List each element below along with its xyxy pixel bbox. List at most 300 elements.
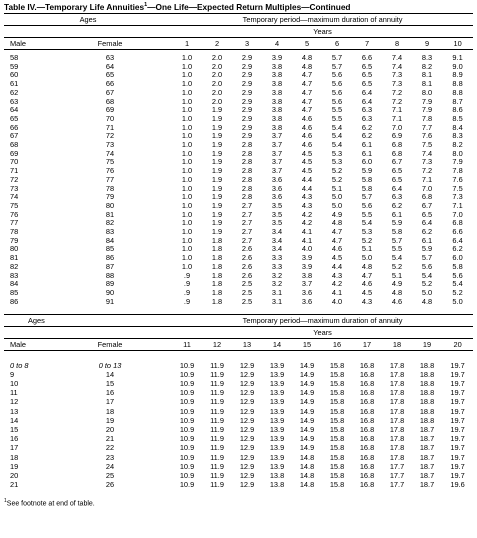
period-header: Temporary period—maximum duration of annuity (172, 315, 473, 327)
multiple-cell: 7.1 (391, 113, 403, 123)
female-age-cell: 72 (105, 131, 115, 141)
table-row (4, 453, 473, 462)
year-column-header: 4 (262, 38, 292, 50)
multiple-cell: 19.7 (450, 471, 465, 481)
multiple-cell: 10.9 (179, 360, 195, 370)
multiple-cell: 1.9 (211, 140, 223, 150)
multiple-cell: 2.8 (241, 174, 253, 184)
female-age-cell: 80 (105, 200, 115, 210)
multiple-cell: 2.6 (241, 244, 253, 254)
male-header: Male (4, 38, 48, 50)
multiple-cell: 12.9 (239, 434, 255, 444)
multiple-cell: 3.5 (271, 218, 283, 228)
multiple-cell: 3.5 (271, 200, 283, 210)
table-body (4, 351, 473, 490)
multiple-cell: 2.9 (241, 122, 253, 132)
multiple-cell: 5.4 (331, 140, 343, 150)
header-row-years (4, 327, 473, 339)
male-age-cell: 66 (10, 122, 19, 132)
female-age-cell: 22 (105, 443, 115, 453)
multiple-cell: 14.9 (299, 378, 315, 388)
multiple-cell: .9 (183, 296, 191, 306)
female-age-cell: 66 (105, 79, 115, 89)
multiple-cell: 4.1 (301, 235, 313, 245)
year-column-header: 1 (172, 38, 202, 50)
multiple-cell: 2.7 (241, 209, 253, 219)
multiple-cell: 4.8 (301, 53, 313, 62)
multiple-cell: 18.7 (419, 452, 435, 462)
male-age-cell: 62 (10, 87, 19, 97)
multiple-cell: 6.8 (391, 140, 403, 150)
female-age-cell: 83 (105, 227, 115, 237)
multiple-cell: 2.7 (241, 200, 253, 210)
multiple-cell: .9 (183, 287, 191, 297)
multiple-cell: 7.9 (421, 96, 433, 106)
female-age-cell: 25 (105, 471, 115, 481)
male-age-cell: 80 (10, 244, 19, 254)
multiple-cell: 6.2 (452, 244, 463, 254)
multiple-cell: 7.0 (452, 209, 463, 219)
multiple-cell: 17.8 (389, 378, 405, 388)
male-age-cell: 81 (10, 253, 19, 263)
multiple-cell: 12.9 (239, 406, 255, 416)
multiple-cell: 5.6 (331, 87, 343, 97)
female-age-cell: 18 (105, 406, 115, 416)
multiple-cell: 5.0 (361, 253, 373, 263)
male-age-cell: 78 (10, 227, 19, 237)
multiple-cell: 14.9 (299, 397, 315, 407)
multiple-cell: 8.0 (421, 87, 433, 97)
male-age-cell: 72 (10, 174, 19, 184)
multiple-cell: 4.7 (301, 87, 313, 97)
multiple-cell: 14.9 (299, 369, 315, 379)
multiple-cell: 15.8 (329, 425, 345, 434)
multiple-cell: 5.6 (331, 79, 343, 89)
female-age-cell: 85 (105, 244, 115, 254)
multiple-cell: 12.9 (239, 443, 255, 453)
multiple-cell: 12.9 (239, 425, 255, 434)
female-age-cell: 69 (105, 105, 115, 115)
period-header: Temporary period—maximum duration of annuity (172, 14, 473, 26)
male-age-cell: 19 (10, 461, 19, 471)
multiple-cell: 3.2 (271, 279, 283, 289)
multiple-cell: 13.9 (269, 425, 285, 434)
multiple-cell: 4.8 (331, 218, 343, 228)
male-age-cell: 86 (10, 296, 19, 306)
multiple-cell: 2.0 (211, 53, 223, 62)
multiple-cell: 3.4 (271, 235, 283, 245)
header-row-years (4, 26, 473, 38)
year-column-header: 19 (412, 339, 442, 351)
multiple-cell: 14.8 (299, 452, 315, 462)
female-age-cell: 75 (105, 157, 115, 167)
multiple-cell: 2.9 (241, 79, 253, 89)
multiple-cell: 4.8 (391, 287, 403, 297)
table-row (4, 124, 473, 133)
multiple-cell: 5.8 (361, 174, 373, 184)
multiple-cell: 1.9 (211, 157, 223, 167)
multiple-cell: 4.7 (331, 235, 343, 245)
multiple-cell: 2.9 (241, 96, 253, 106)
multiple-cell: 19.7 (450, 369, 465, 379)
multiple-cell: 18.8 (419, 360, 435, 370)
table-row (4, 167, 473, 176)
multiple-cell: 19.7 (450, 388, 465, 398)
multiple-cell: 18.8 (419, 397, 435, 407)
years-header: Years (172, 327, 473, 339)
multiple-cell: 2.7 (241, 218, 253, 228)
multiple-cell: 3.8 (271, 87, 283, 97)
multiple-cell: 5.4 (361, 218, 373, 228)
multiple-cell: 6.1 (421, 235, 433, 245)
multiple-cell: 16.8 (359, 406, 375, 416)
multiple-cell: 1.0 (181, 235, 193, 245)
multiple-cell: 17.7 (389, 471, 405, 481)
table-row (4, 471, 473, 480)
multiple-cell: 2.9 (241, 70, 253, 80)
multiple-cell: 6.5 (361, 61, 373, 71)
multiple-cell: 1.8 (211, 261, 223, 271)
multiple-cell: 18.7 (419, 425, 435, 434)
multiple-cell: 3.7 (271, 148, 283, 158)
multiple-cell: 1.9 (211, 122, 223, 132)
multiple-cell: 3.5 (271, 209, 283, 219)
multiple-cell: 12.9 (239, 415, 255, 425)
multiple-cell: 1.8 (211, 235, 223, 245)
multiple-cell: 4.3 (301, 200, 313, 210)
multiple-cell: 18.7 (419, 443, 435, 453)
multiple-cell: 10.9 (179, 406, 195, 416)
multiple-cell: 7.4 (391, 53, 403, 62)
multiple-cell: 5.3 (331, 148, 343, 158)
multiple-cell: 16.8 (359, 443, 375, 453)
multiple-cell: 8.2 (421, 61, 433, 71)
female-age-cell: 0 to 13 (98, 360, 122, 370)
year-column-header: 5 (292, 38, 322, 50)
multiple-cell: 4.6 (301, 113, 313, 123)
multiple-cell: 10.9 (179, 369, 195, 379)
multiple-cell: 4.5 (361, 287, 373, 297)
year-column-header: 18 (382, 339, 412, 351)
male-age-cell: 0 to 8 (10, 360, 29, 370)
table-row (4, 388, 473, 397)
multiple-cell: 4.5 (301, 148, 313, 158)
multiple-cell: 12.9 (239, 397, 255, 407)
multiple-cell: 10.9 (179, 378, 195, 388)
multiple-cell: 7.2 (421, 166, 433, 176)
male-age-cell: 67 (10, 131, 19, 141)
table-row (4, 185, 473, 194)
multiple-cell: 1.0 (181, 261, 193, 271)
year-column-header: 3 (232, 38, 262, 50)
multiple-cell: 5.0 (421, 287, 433, 297)
title-rest: —One Life—Expected Return Multiples—Continued (147, 2, 351, 12)
table-row (4, 219, 473, 228)
multiple-cell: 6.8 (391, 148, 403, 158)
year-column-header: 14 (262, 339, 292, 351)
multiple-cell: 11.9 (210, 452, 224, 462)
multiple-cell: 8.5 (452, 113, 463, 123)
multiple-cell: 15.8 (329, 360, 345, 370)
multiple-cell: 3.4 (271, 227, 283, 237)
annuity-table-years-1-10 (4, 13, 473, 306)
multiple-cell: 17.8 (389, 443, 405, 453)
multiple-cell: 11.9 (210, 406, 224, 416)
multiple-cell: 14.8 (299, 471, 315, 481)
multiple-cell: 19.7 (450, 360, 465, 370)
female-age-cell: 19 (105, 415, 115, 425)
multiple-cell: 4.5 (301, 157, 313, 167)
multiple-cell: 5.4 (452, 279, 463, 289)
multiple-cell: 3.8 (271, 96, 283, 106)
multiple-cell: 2.8 (241, 157, 253, 167)
multiple-cell: 4.4 (301, 183, 313, 193)
multiple-cell: 5.9 (361, 166, 373, 176)
male-age-cell: 61 (10, 79, 19, 89)
multiple-cell: 5.1 (391, 270, 403, 280)
multiple-cell: 8.4 (452, 122, 463, 132)
multiple-cell: 1.0 (181, 79, 193, 89)
multiple-cell: 6.4 (391, 183, 403, 193)
multiple-cell: 14.9 (299, 388, 315, 398)
multiple-cell: 19.7 (450, 434, 465, 444)
multiple-cell: 6.6 (361, 53, 373, 62)
multiple-cell: 5.8 (361, 183, 373, 193)
multiple-cell: 3.1 (271, 296, 283, 306)
multiple-cell: 1.0 (181, 105, 193, 115)
multiple-cell: 3.8 (271, 79, 283, 89)
multiple-cell: 4.2 (331, 279, 343, 289)
title-main: Table IV.—Temporary Life Annuities (4, 2, 145, 12)
female-header: Female (48, 339, 172, 351)
multiple-cell: 19.7 (450, 443, 465, 453)
multiple-cell: 10.9 (179, 425, 195, 434)
multiple-cell: 4.9 (331, 209, 343, 219)
multiple-cell: 1.0 (181, 87, 193, 97)
multiple-cell: 13.9 (269, 378, 285, 388)
multiple-cell: 11.9 (210, 480, 224, 490)
multiple-cell: 18.7 (419, 471, 435, 481)
multiple-cell: 10.9 (179, 471, 195, 481)
multiple-cell: 7.4 (421, 148, 433, 158)
multiple-cell: 1.0 (181, 61, 193, 71)
table-row (4, 115, 473, 124)
multiple-cell: 16.8 (359, 360, 375, 370)
ages-header: Ages (4, 14, 172, 26)
multiple-cell: 1.9 (211, 209, 223, 219)
multiple-cell: 3.3 (271, 261, 283, 271)
multiple-cell: 3.8 (271, 70, 283, 80)
multiple-cell: 4.3 (331, 270, 343, 280)
multiple-cell: 16.8 (359, 471, 375, 481)
multiple-cell: 17.8 (389, 406, 405, 416)
year-column-header: 11 (172, 339, 202, 351)
multiple-cell: 14.9 (299, 415, 315, 425)
multiple-cell: 5.0 (452, 296, 463, 306)
multiple-cell: 4.8 (301, 61, 313, 71)
table-row (4, 254, 473, 263)
male-age-cell: 59 (10, 61, 19, 71)
multiple-cell: 7.2 (391, 87, 403, 97)
multiple-cell: 10.9 (179, 397, 195, 407)
multiple-cell: 5.4 (331, 131, 343, 141)
multiple-cell: 16.8 (359, 388, 375, 398)
multiple-cell: 7.0 (421, 183, 433, 193)
female-age-cell: 84 (105, 235, 115, 245)
table-row (4, 407, 473, 416)
multiple-cell: 1.0 (181, 96, 193, 106)
multiple-cell: 4.1 (331, 287, 343, 297)
male-age-cell: 58 (10, 53, 19, 62)
table-row (4, 416, 473, 425)
multiple-cell: 3.7 (301, 279, 313, 289)
table-row (4, 434, 473, 443)
multiple-cell: 19.6 (450, 480, 465, 490)
female-age-cell: 14 (105, 369, 115, 379)
multiple-cell: 5.7 (331, 53, 343, 62)
multiple-cell: 4.7 (301, 105, 313, 115)
multiple-cell: 14.8 (299, 480, 315, 490)
multiple-cell: 3.1 (271, 287, 283, 297)
multiple-cell: 16.8 (359, 434, 375, 444)
multiple-cell: 4.4 (301, 174, 313, 184)
table-row (4, 443, 473, 452)
table-row (4, 237, 473, 246)
multiple-cell: 15.8 (329, 480, 345, 490)
multiple-cell: 5.2 (452, 287, 463, 297)
multiple-cell: 13.9 (269, 406, 285, 416)
multiple-cell: 1.0 (181, 200, 193, 210)
header-row-top (4, 14, 473, 26)
female-age-cell: 20 (105, 425, 115, 434)
multiple-cell: 11.9 (210, 378, 224, 388)
multiple-cell: 6.5 (361, 70, 373, 80)
male-age-cell: 75 (10, 200, 19, 210)
multiple-cell: 17.8 (389, 452, 405, 462)
multiple-cell: 14.9 (299, 434, 315, 444)
multiple-cell: 4.7 (331, 227, 343, 237)
multiple-cell: 7.3 (452, 192, 463, 202)
multiple-cell: 7.9 (421, 105, 433, 115)
multiple-cell: 4.6 (301, 131, 313, 141)
multiple-cell: 18.8 (419, 388, 435, 398)
multiple-cell: 19.7 (450, 415, 465, 425)
multiple-cell: 12.9 (239, 360, 255, 370)
multiple-cell: 8.8 (452, 79, 463, 89)
table-row (4, 158, 473, 167)
years-header: Years (172, 26, 473, 38)
multiple-cell: 8.0 (452, 148, 463, 158)
multiple-cell: 6.3 (361, 113, 373, 123)
year-column-header: 8 (382, 38, 412, 50)
multiple-cell: 7.1 (391, 105, 403, 115)
multiple-cell: 2.8 (241, 166, 253, 176)
female-age-cell: 82 (105, 218, 115, 228)
multiple-cell: 6.8 (421, 192, 433, 202)
multiple-cell: 17.8 (389, 360, 405, 370)
male-age-cell: 9 (10, 369, 15, 379)
female-age-cell: 90 (105, 287, 115, 297)
multiple-cell: 3.6 (301, 296, 313, 306)
multiple-cell: 12.9 (239, 452, 255, 462)
multiple-cell: 13.8 (269, 480, 285, 490)
multiple-cell: 14.9 (299, 443, 315, 453)
multiple-cell: 15.8 (329, 443, 345, 453)
table-row (4, 263, 473, 272)
multiple-cell: 19.7 (450, 406, 465, 416)
multiple-cell: 3.7 (271, 166, 283, 176)
male-age-cell: 63 (10, 96, 19, 106)
multiple-cell: 1.0 (181, 122, 193, 132)
multiple-cell: 2.0 (211, 70, 223, 80)
multiple-cell: 6.7 (391, 157, 403, 167)
multiple-cell: 7.5 (452, 183, 463, 193)
male-age-cell: 15 (10, 425, 19, 434)
multiple-cell: 3.8 (271, 122, 283, 132)
multiple-cell: 8.3 (421, 53, 433, 62)
female-age-cell: 77 (105, 174, 115, 184)
multiple-cell: 13.9 (269, 415, 285, 425)
multiple-cell: 12.9 (239, 471, 255, 481)
multiple-cell: 18.7 (419, 480, 435, 490)
table-row (4, 462, 473, 471)
multiple-cell: 15.8 (329, 471, 345, 481)
multiple-cell: 5.4 (421, 270, 433, 280)
multiple-cell: 5.1 (361, 244, 373, 254)
multiple-cell: 1.8 (211, 296, 223, 306)
table-row (4, 379, 473, 388)
multiple-cell: 1.9 (211, 166, 223, 176)
multiple-cell: 5.5 (331, 113, 343, 123)
multiple-cell: 16.8 (359, 369, 375, 379)
female-age-cell: 73 (105, 140, 115, 150)
multiple-cell: 2.0 (211, 79, 223, 89)
female-age-cell: 89 (105, 279, 115, 289)
multiple-cell: 3.2 (271, 270, 283, 280)
multiple-cell: 6.0 (361, 157, 373, 167)
table-row (4, 63, 473, 72)
multiple-cell: 16.8 (359, 397, 375, 407)
female-age-cell: 64 (105, 61, 115, 71)
multiple-cell: 5.6 (452, 270, 463, 280)
multiple-cell: 10.9 (179, 415, 195, 425)
multiple-cell: 6.1 (361, 140, 373, 150)
multiple-cell: 16.8 (359, 461, 375, 471)
male-age-cell: 77 (10, 218, 19, 228)
multiple-cell: 7.0 (391, 122, 403, 132)
multiple-cell: 9.1 (452, 53, 463, 62)
table-row (4, 141, 473, 150)
multiple-cell: 17.8 (389, 434, 405, 444)
multiple-cell: 5.5 (361, 209, 373, 219)
multiple-cell: 7.8 (421, 113, 433, 123)
female-age-cell: 16 (105, 388, 115, 398)
male-age-cell: 70 (10, 157, 19, 167)
table-row (4, 298, 473, 307)
multiple-cell: 1.9 (211, 227, 223, 237)
multiple-cell: 6.1 (361, 148, 373, 158)
table-row (4, 106, 473, 115)
multiple-cell: 5.2 (421, 279, 433, 289)
multiple-cell: 2.0 (211, 96, 223, 106)
multiple-cell: 4.5 (301, 166, 313, 176)
multiple-cell: 1.8 (211, 279, 223, 289)
multiple-cell: 5.2 (391, 261, 403, 271)
multiple-cell: 1.9 (211, 113, 223, 123)
multiple-cell: 7.6 (421, 131, 433, 141)
male-age-cell: 18 (10, 452, 19, 462)
multiple-cell: 4.7 (301, 79, 313, 89)
